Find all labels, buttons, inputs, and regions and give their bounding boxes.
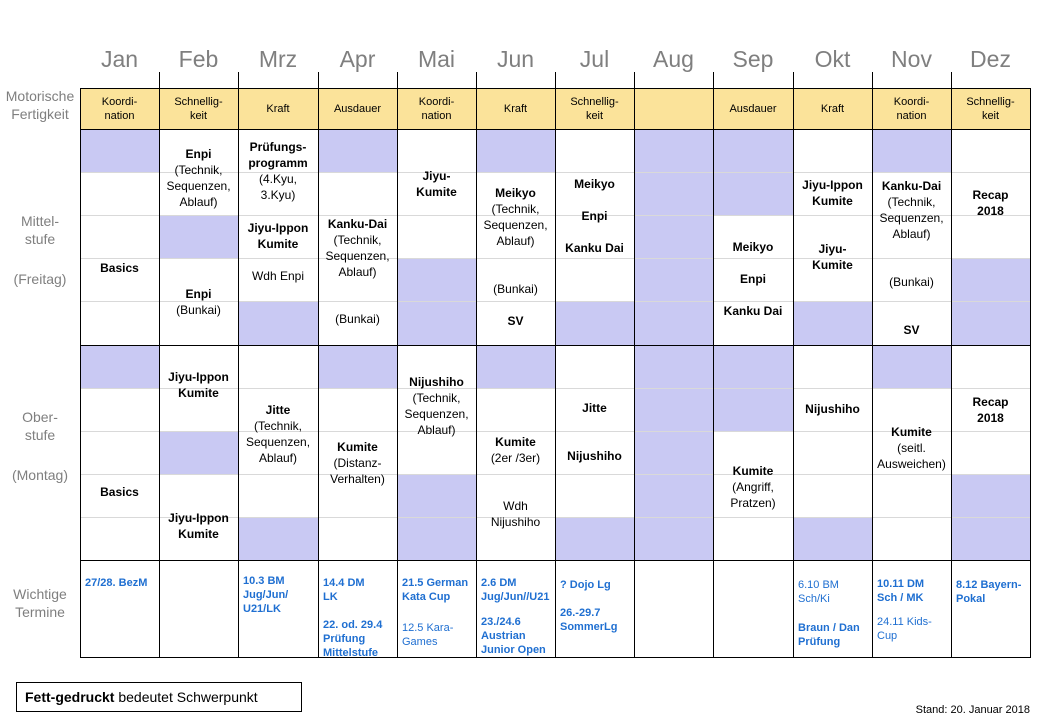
mittel-entry-nov [872, 274, 951, 290]
topic-detail: (2er /3er) [490, 451, 541, 465]
mittel-entry-apr [318, 216, 397, 280]
ober-entry-jul [555, 448, 634, 464]
termin-entry-mrz: 10.3 BM Jug/Jun/ U21/LK [243, 575, 289, 615]
ober-entry-apr [318, 439, 397, 487]
motor-cell-dez: Schnellig- keit [951, 88, 1030, 129]
focus-topic: SV [507, 314, 524, 328]
ober-entry-jul [555, 400, 634, 416]
focus-topic: Kumite [891, 425, 932, 439]
focus-topic: Kanku-Dai [327, 217, 388, 231]
row-label-termine: Wichtige Termine [13, 586, 67, 620]
month-header-okt: Okt [814, 46, 851, 72]
motor-cell-mrz: Kraft [238, 88, 318, 129]
focus-topic: Jitte [265, 403, 291, 417]
topic-detail: (Technik, Sequenzen, Ablauf) [245, 419, 311, 465]
mittel-entry-sep [713, 271, 793, 287]
focus-topic: Jiyu-Ippon Kumite [802, 178, 863, 208]
focus-topic: Recap 2018 [972, 188, 1009, 218]
ober-entry-jan [80, 484, 159, 500]
ober-entry-dez [951, 394, 1030, 426]
topic-detail: (Bunkai) [889, 275, 934, 289]
mittel-entry-nov [872, 322, 951, 338]
mittel-entry-jun [476, 185, 555, 249]
ober-entry-sep [713, 463, 793, 511]
mittel-entry-mrz [238, 268, 318, 284]
motor-cell-jul: Schnellig- keit [555, 88, 634, 129]
section-divider [80, 560, 1030, 561]
focus-topic: Meikyo [732, 240, 774, 254]
column-divider [793, 72, 794, 658]
ober-entry-feb [159, 369, 238, 401]
mittel-entry-jul [555, 240, 634, 256]
topic-detail: (Bunkai) [493, 282, 538, 296]
column-divider [872, 72, 873, 658]
motor-cell-sep: Ausdauer [713, 88, 793, 129]
month-header-apr: Apr [339, 46, 376, 72]
termin-entry-nov: 10.11 DM Sch / MK [877, 578, 925, 604]
focus-topic: Kanku-Dai [881, 179, 942, 193]
topic-detail: Wdh Enpi [251, 269, 305, 283]
month-header-sep: Sep [732, 46, 774, 72]
topic-detail: (Technik, Sequenzen, Ablauf) [879, 195, 944, 241]
ober-entry-mai [397, 374, 476, 438]
column-divider [397, 72, 398, 658]
stand-date: Stand: 20. Januar 2018 [915, 704, 1030, 716]
motor-cell-jan: Koordi- nation [80, 88, 159, 129]
mittel-entry-jun [476, 313, 555, 329]
focus-topic: Kumite [337, 440, 378, 454]
ober-entry-nov [872, 424, 951, 472]
focus-topic: Enpi [185, 287, 212, 301]
focus-topic: Meikyo [495, 186, 536, 200]
focus-topic: Kumite [495, 435, 536, 449]
ober-entry-jun [476, 434, 555, 466]
topic-detail: (Technik, Sequenzen, Ablauf) [166, 163, 231, 209]
month-header-mrz: Mrz [258, 46, 298, 72]
mittel-entry-dez [951, 187, 1030, 219]
mittel-entry-jul [555, 208, 634, 224]
mittel-entry-mai [397, 168, 476, 200]
mittel-entry-jun [476, 281, 555, 297]
row-label-mittel-day: (Freitag) [13, 271, 67, 287]
termin-entry-mai: 21.5 German Kata Cup [402, 577, 469, 603]
focus-topic: Basics [100, 261, 139, 275]
motor-cell-nov: Koordi- nation [872, 88, 951, 129]
topic-detail: (seitl. Ausweichen) [877, 441, 946, 471]
row-label-ober-day: (Montag) [11, 467, 69, 483]
month-header-feb: Feb [178, 46, 219, 72]
termin-entry-apr: 22. od. 29.4 Prüfung Mittelstufe [323, 619, 383, 659]
month-header-mai: Mai [417, 46, 456, 72]
termin-entry-okt: 6.10 BM Sch/Ki [798, 579, 839, 605]
motor-cell-mai: Koordi- nation [397, 88, 476, 129]
column-divider [476, 72, 477, 658]
topic-detail: (Technik, Sequenzen, Ablauf) [483, 202, 548, 248]
ober-entry-mrz [238, 402, 318, 466]
month-header-jun: Jun [496, 46, 535, 72]
motor-cell-jun: Kraft [476, 88, 555, 129]
column-divider [713, 72, 714, 658]
mittel-entry-okt [793, 177, 872, 209]
topic-detail: (Technik, Sequenzen, Ablauf) [404, 391, 469, 437]
topic-detail: (Angriff, Pratzen) [730, 480, 776, 510]
focus-topic: Jiyu- Kumite [416, 169, 457, 199]
month-header-jan: Jan [100, 46, 139, 72]
column-divider [951, 72, 952, 658]
focus-topic: Enpi [185, 147, 212, 161]
topic-detail: Wdh Nijushiho [490, 499, 541, 529]
focus-topic: Nijushiho [805, 402, 860, 416]
focus-topic: Nijushiho [567, 449, 622, 463]
termin-entry-apr: 14.4 DM LK [323, 577, 365, 603]
mittel-entry-sep [713, 303, 793, 319]
focus-topic: Prüfungs- programm [248, 140, 308, 170]
column-divider [555, 72, 556, 658]
legend-box [16, 682, 302, 712]
termin-entry-jul: 26.-29.7 SommerLg [560, 607, 618, 633]
legend-bold-text: Fett-gedruckt [25, 689, 115, 705]
mittel-entry-feb [159, 146, 238, 210]
focus-topic: Kanku Dai [565, 241, 624, 255]
month-header-aug: Aug [653, 46, 694, 72]
section-divider [80, 345, 1030, 346]
legend-text: bedeutet Schwerpunkt [114, 689, 258, 705]
topic-detail: (4.Kyu, 3.Kyu) [258, 172, 297, 202]
row-label-motor: Motorische Fertigkeit [5, 88, 75, 122]
termin-entry-mai: 12.5 Kara- Games [402, 622, 454, 648]
termin-entry-jun: 2.6 DM Jug/Jun//U21 [481, 577, 550, 603]
month-header-jul: Jul [579, 46, 610, 72]
motor-cell-feb: Schnellig- keit [159, 88, 238, 129]
mittel-entry-feb [159, 286, 238, 318]
mittel-entry-apr [318, 311, 397, 327]
ober-entry-feb [159, 510, 238, 542]
mittel-entry-jul [555, 176, 634, 192]
column-divider [634, 72, 635, 658]
termin-entry-nov: 24.11 Kids- Cup [877, 616, 932, 642]
topic-detail: (Distanz- Verhalten) [330, 456, 385, 486]
topic-detail: (Bunkai) [176, 303, 221, 317]
motor-cell-okt: Kraft [793, 88, 872, 129]
mittel-entry-nov [872, 178, 951, 242]
focus-topic: Jiyu-Ippon Kumite [168, 511, 229, 541]
ober-entry-okt [793, 401, 872, 417]
focus-topic: Jiyu- Kumite [812, 242, 853, 272]
focus-topic: Enpi [740, 272, 766, 286]
topic-detail: (Technik, Sequenzen, Ablauf) [325, 233, 390, 279]
termin-entry-jan: 27/28. BezM [85, 577, 148, 589]
focus-topic: SV [903, 323, 920, 337]
section-divider [80, 129, 1030, 130]
row-label-mittel: Mittel- stufe [20, 213, 60, 247]
month-header-nov: Nov [891, 46, 932, 72]
row-label-ober: Ober- stufe [22, 409, 58, 443]
termin-entry-okt: Braun / Dan Prüfung [798, 622, 860, 648]
focus-topic: Meikyo [574, 177, 615, 191]
motor-cell-apr: Ausdauer [318, 88, 397, 129]
termin-entry-dez: 8.12 Bayern- Pokal [956, 579, 1022, 605]
mittel-entry-jan [80, 260, 159, 276]
termin-entry-jul: ? Dojo Lg [560, 579, 611, 591]
topic-detail: (Bunkai) [335, 312, 380, 326]
column-divider [318, 72, 319, 658]
mittel-entry-sep [713, 239, 793, 255]
month-header-dez: Dez [970, 46, 1011, 72]
mittel-entry-okt [793, 241, 872, 273]
focus-topic: Recap 2018 [972, 395, 1009, 425]
termin-entry-jun: 23./24.6 Austrian Junior Open [481, 616, 546, 656]
focus-topic: Nijushiho [409, 375, 464, 389]
focus-topic: Kanku Dai [723, 304, 783, 318]
focus-topic: Basics [100, 485, 139, 499]
mittel-entry-mrz [238, 220, 318, 252]
focus-topic: Jitte [582, 401, 607, 415]
focus-topic: Jiyu-Ippon Kumite [168, 370, 229, 400]
focus-topic: Jiyu-Ippon Kumite [247, 221, 309, 251]
focus-topic: Kumite [732, 464, 774, 478]
focus-topic: Enpi [581, 209, 608, 223]
ober-entry-jun [476, 498, 555, 530]
mittel-entry-mrz [238, 139, 318, 203]
